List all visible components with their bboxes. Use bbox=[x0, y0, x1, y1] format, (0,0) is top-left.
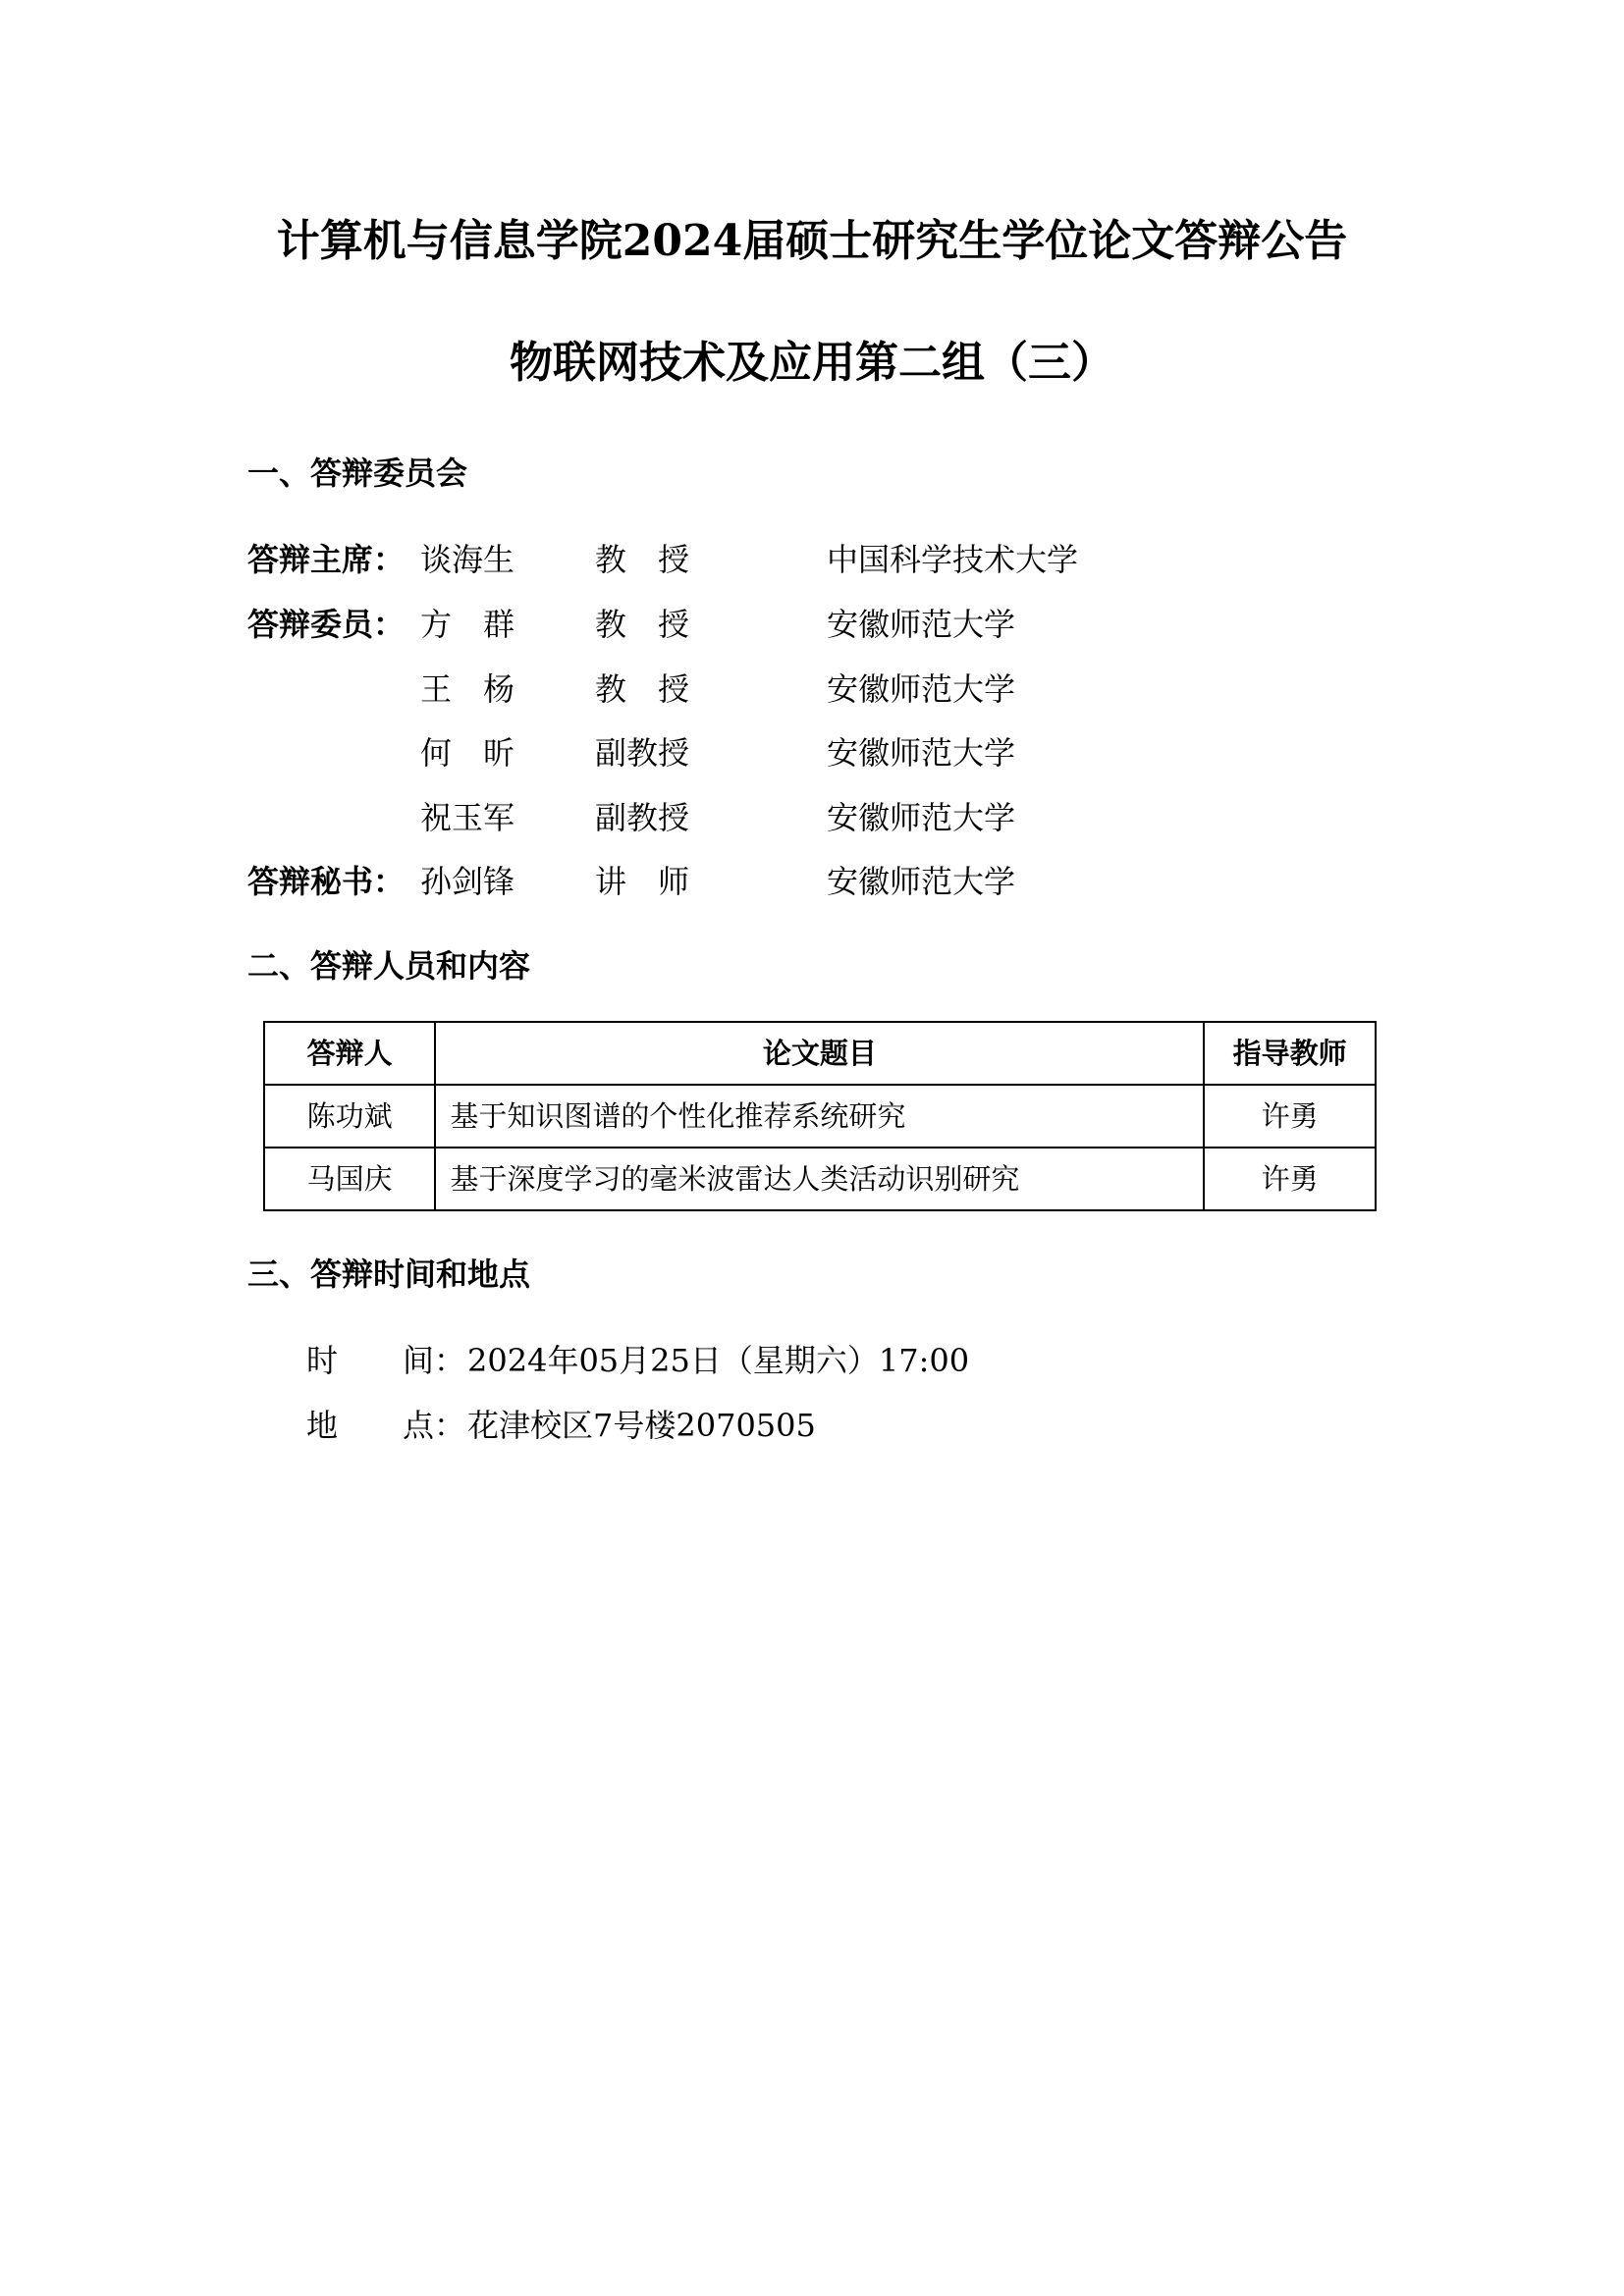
committee-row bbox=[0, 606, 1624, 648]
table-row bbox=[264, 1085, 1376, 1148]
committee-org: 安徽师范大学 bbox=[827, 734, 1016, 772]
committee-name: 方 群 bbox=[420, 606, 515, 643]
committee-row bbox=[0, 670, 1624, 713]
committee-row bbox=[0, 799, 1624, 841]
defense-table bbox=[263, 1021, 1377, 1211]
cell-thesis-title: 基于知识图谱的个性化推荐系统研究 bbox=[435, 1085, 1204, 1148]
committee-org: 安徽师范大学 bbox=[827, 670, 1016, 708]
place-colon: ： bbox=[434, 1407, 466, 1444]
cell-student: 马国庆 bbox=[264, 1148, 435, 1210]
committee-name: 孙剑锋 bbox=[420, 863, 515, 900]
committee-title: 讲 师 bbox=[595, 863, 690, 900]
header-student: 答辩人 bbox=[264, 1022, 435, 1085]
section-heading-defense-content: 二、答辩人员和内容 bbox=[247, 947, 531, 985]
cell-advisor: 许勇 bbox=[1204, 1148, 1376, 1210]
place-label-char-2: 点 bbox=[403, 1407, 435, 1444]
document-subtitle: 物联网技术及应用第二组（三） bbox=[510, 338, 1114, 388]
committee-org: 安徽师范大学 bbox=[827, 606, 1016, 643]
place-value: 花津校区7号楼2070505 bbox=[467, 1407, 816, 1444]
cell-student: 陈功斌 bbox=[264, 1085, 435, 1148]
time-label-char-2: 间 bbox=[403, 1342, 435, 1379]
committee-title: 教 授 bbox=[595, 670, 690, 708]
table-header-row bbox=[264, 1022, 1376, 1085]
time-value: 2024年05月25日（星期六）17:00 bbox=[467, 1342, 970, 1379]
committee-org: 中国科学技术大学 bbox=[827, 541, 1079, 578]
table-row bbox=[264, 1148, 1376, 1210]
committee-title: 副教授 bbox=[595, 799, 690, 836]
committee-row bbox=[0, 863, 1624, 905]
committee-role: 答辩委员： bbox=[247, 606, 406, 643]
committee-row bbox=[0, 541, 1624, 583]
committee-org: 安徽师范大学 bbox=[827, 799, 1016, 836]
committee-name: 祝玉军 bbox=[420, 799, 515, 836]
cell-thesis-title: 基于深度学习的毫米波雷达人类活动识别研究 bbox=[435, 1148, 1204, 1210]
document-title: 计算机与信息学院2024届硕士研究生学位论文答辩公告 bbox=[276, 216, 1348, 266]
committee-org: 安徽师范大学 bbox=[827, 863, 1016, 900]
committee-role: 答辩主席： bbox=[247, 541, 406, 578]
header-advisor: 指导教师 bbox=[1204, 1022, 1376, 1085]
time-colon: ： bbox=[434, 1342, 466, 1379]
committee-name: 谈海生 bbox=[420, 541, 515, 578]
committee-title: 副教授 bbox=[595, 734, 690, 772]
committee-title: 教 授 bbox=[595, 541, 690, 578]
section-heading-time-place: 三、答辩时间和地点 bbox=[247, 1255, 531, 1293]
place-label-char-1: 地 bbox=[306, 1407, 339, 1444]
cell-advisor: 许勇 bbox=[1204, 1085, 1376, 1148]
committee-row bbox=[0, 734, 1624, 776]
section-heading-committee: 一、答辩委员会 bbox=[247, 454, 468, 492]
time-label-char-1: 时 bbox=[306, 1342, 339, 1379]
committee-name: 王 杨 bbox=[420, 670, 515, 708]
committee-name: 何 昕 bbox=[420, 734, 515, 772]
header-thesis-title: 论文题目 bbox=[435, 1022, 1204, 1085]
committee-title: 教 授 bbox=[595, 606, 690, 643]
committee-role: 答辩秘书： bbox=[247, 863, 406, 900]
